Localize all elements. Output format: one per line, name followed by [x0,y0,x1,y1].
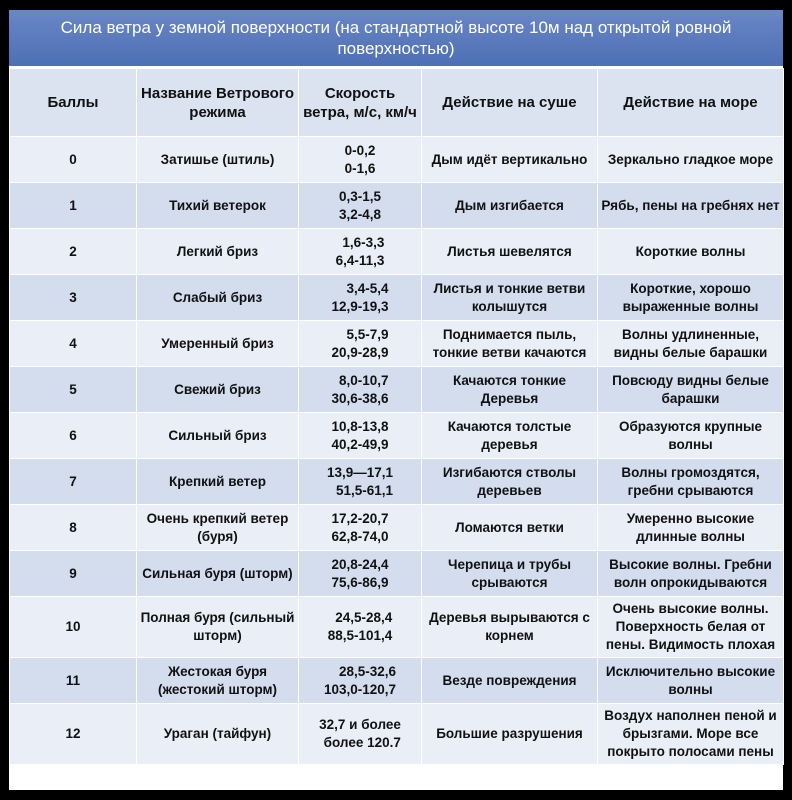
cell-sea: Высокие волны. Гребни волн опрокидываются [598,551,784,597]
cell-land: Изгибаются стволы деревьев [422,459,598,505]
cell-name: Затишье (штиль) [137,137,299,183]
speed-ms: 3,4-5,4 [346,280,389,296]
speed-kmh: 3,2-4,8 [338,206,382,222]
cell-speed [299,704,422,765]
table-row [10,229,784,275]
cell-points: 8 [10,505,137,551]
cell-speed [299,505,422,551]
cell-points: 11 [10,658,137,704]
cell-name: Тихий ветерок [137,183,299,229]
header-name: Название Ветрового режима [137,69,299,137]
cell-points: 6 [10,413,137,459]
cell-land: Листья и тонкие ветви колышутся [422,275,598,321]
cell-sea: Волны удлиненные, видны белые барашки [598,321,784,367]
table-row [10,551,784,597]
speed-kmh: 6,4-11,3 [335,252,385,268]
cell-sea: Очень высокие волны. Поверхность белая от пены. Видимость плохая [598,597,784,658]
speed-ms: 0-0,2 [344,142,376,158]
cell-land: Ломаются ветки [422,505,598,551]
cell-land: Поднимается пыль, тонкие ветви качаются [422,321,598,367]
wind-force-table [9,68,784,765]
table-row [10,658,784,704]
cell-points: 1 [10,183,137,229]
cell-sea: Зеркально гладкое море [598,137,784,183]
speed-kmh: 88,5-101,4 [327,628,393,643]
speed-kmh: 40,2-49,9 [331,436,389,452]
cell-land: Дым изгибается [422,183,598,229]
cell-name: Сильный бриз [137,413,299,459]
table-row [10,275,784,321]
speed-ms: 28,5-32,6 [338,663,397,679]
cell-sea: Волны громоздятся, гребни срываются [598,459,784,505]
speed-kmh: 75,6-86,9 [331,574,389,590]
cell-speed [299,321,422,367]
cell-sea: Повсюду видны белые барашки [598,367,784,413]
cell-sea: Короткие, хорошо выраженные волны [598,275,784,321]
speed-ms: 5,5-7,9 [346,326,389,342]
cell-points: 12 [10,704,137,765]
cell-points: 5 [10,367,137,413]
speed-ms: 8,0-10,7 [338,372,389,388]
speed-ms: 1,6-3,3 [342,234,385,250]
cell-speed [299,597,422,658]
speed-kmh: 0-1,6 [344,160,376,176]
table-title: Сила ветра у земной поверхности (на стандартной высоте 10м над открытой ровной поверхностью) [9,10,783,66]
cell-sea: Воздух наполнен пеной и брызгами. Море все покрыто полосами пены [598,704,784,765]
header-sea: Действие на море [598,69,784,137]
cell-land: Листья шевелятся [422,229,598,275]
table-row [10,137,784,183]
cell-name: Свежий бриз [137,367,299,413]
header-land: Действие на суше [422,69,598,137]
cell-points: 7 [10,459,137,505]
speed-kmh: 62,8-74,0 [331,528,389,544]
cell-name: Легкий бриз [137,229,299,275]
cell-speed [299,183,422,229]
speed-ms: 10,8-13,8 [331,418,389,434]
cell-name: Ураган (тайфун) [137,704,299,765]
speed-ms: 17,2-20,7 [331,510,389,526]
cell-speed [299,459,422,505]
table-row [10,367,784,413]
cell-speed [299,275,422,321]
cell-name: Слабый бриз [137,275,299,321]
cell-name: Очень крепкий ветер (буря) [137,505,299,551]
cell-name: Сильная буря (шторм) [137,551,299,597]
cell-name: Жестокая буря (жестокий шторм) [137,658,299,704]
table-row [10,505,784,551]
cell-points: 3 [10,275,137,321]
cell-sea: Образуются крупные волны [598,413,784,459]
cell-land: Черепица и трубы срываются [422,551,598,597]
table-row [10,413,784,459]
cell-points: 2 [10,229,137,275]
speed-kmh: 103,0-120,7 [323,681,397,697]
table-row [10,597,784,658]
cell-land: Качаются толстые деревья [422,413,598,459]
table-row [10,459,784,505]
speed-ms: 32,7 и более [319,717,401,732]
speed-ms: 24,5-28,4 [335,610,393,625]
header-speed: Скорость ветра, м/с, км/ч [299,69,422,137]
cell-land: Дым идёт вертикально [422,137,598,183]
cell-speed [299,551,422,597]
speed-kmh: 12,9-19,3 [331,298,389,314]
cell-sea: Исключительно высокие волны [598,658,784,704]
table-row [10,321,784,367]
cell-land: Деревья вырываются с корнем [422,597,598,658]
table-row [10,183,784,229]
cell-sea: Короткие волны [598,229,784,275]
table-body [10,137,784,765]
table-row [10,704,784,765]
cell-points: 0 [10,137,137,183]
cell-points: 10 [10,597,137,658]
speed-kmh: более 120.7 [323,735,401,750]
cell-points: 9 [10,551,137,597]
cell-land: Большие разрушения [422,704,598,765]
speed-kmh: 30,6-38,6 [331,390,389,406]
speed-ms: 0,3-1,5 [338,188,382,204]
cell-speed [299,413,422,459]
speed-kmh: 51,5-61,1 [335,482,394,498]
cell-speed [299,137,422,183]
cell-name: Крепкий ветер [137,459,299,505]
header-row [10,69,784,137]
cell-sea: Умеренно высокие длинные волны [598,505,784,551]
cell-speed [299,229,422,275]
cell-speed [299,658,422,704]
cell-name: Умеренный бриз [137,321,299,367]
header-points: Баллы [10,69,137,137]
speed-kmh: 20,9-28,9 [331,344,389,360]
cell-points: 4 [10,321,137,367]
wind-force-table-frame [9,10,783,790]
speed-ms: 20,8-24,4 [331,556,389,572]
cell-speed [299,367,422,413]
cell-name: Полная буря (сильный шторм) [137,597,299,658]
cell-sea: Рябь, пены на гребнях нет [598,183,784,229]
cell-land: Везде повреждения [422,658,598,704]
cell-land: Качаются тонкие Деревья [422,367,598,413]
speed-ms: 13,9—17,1 [326,464,394,480]
